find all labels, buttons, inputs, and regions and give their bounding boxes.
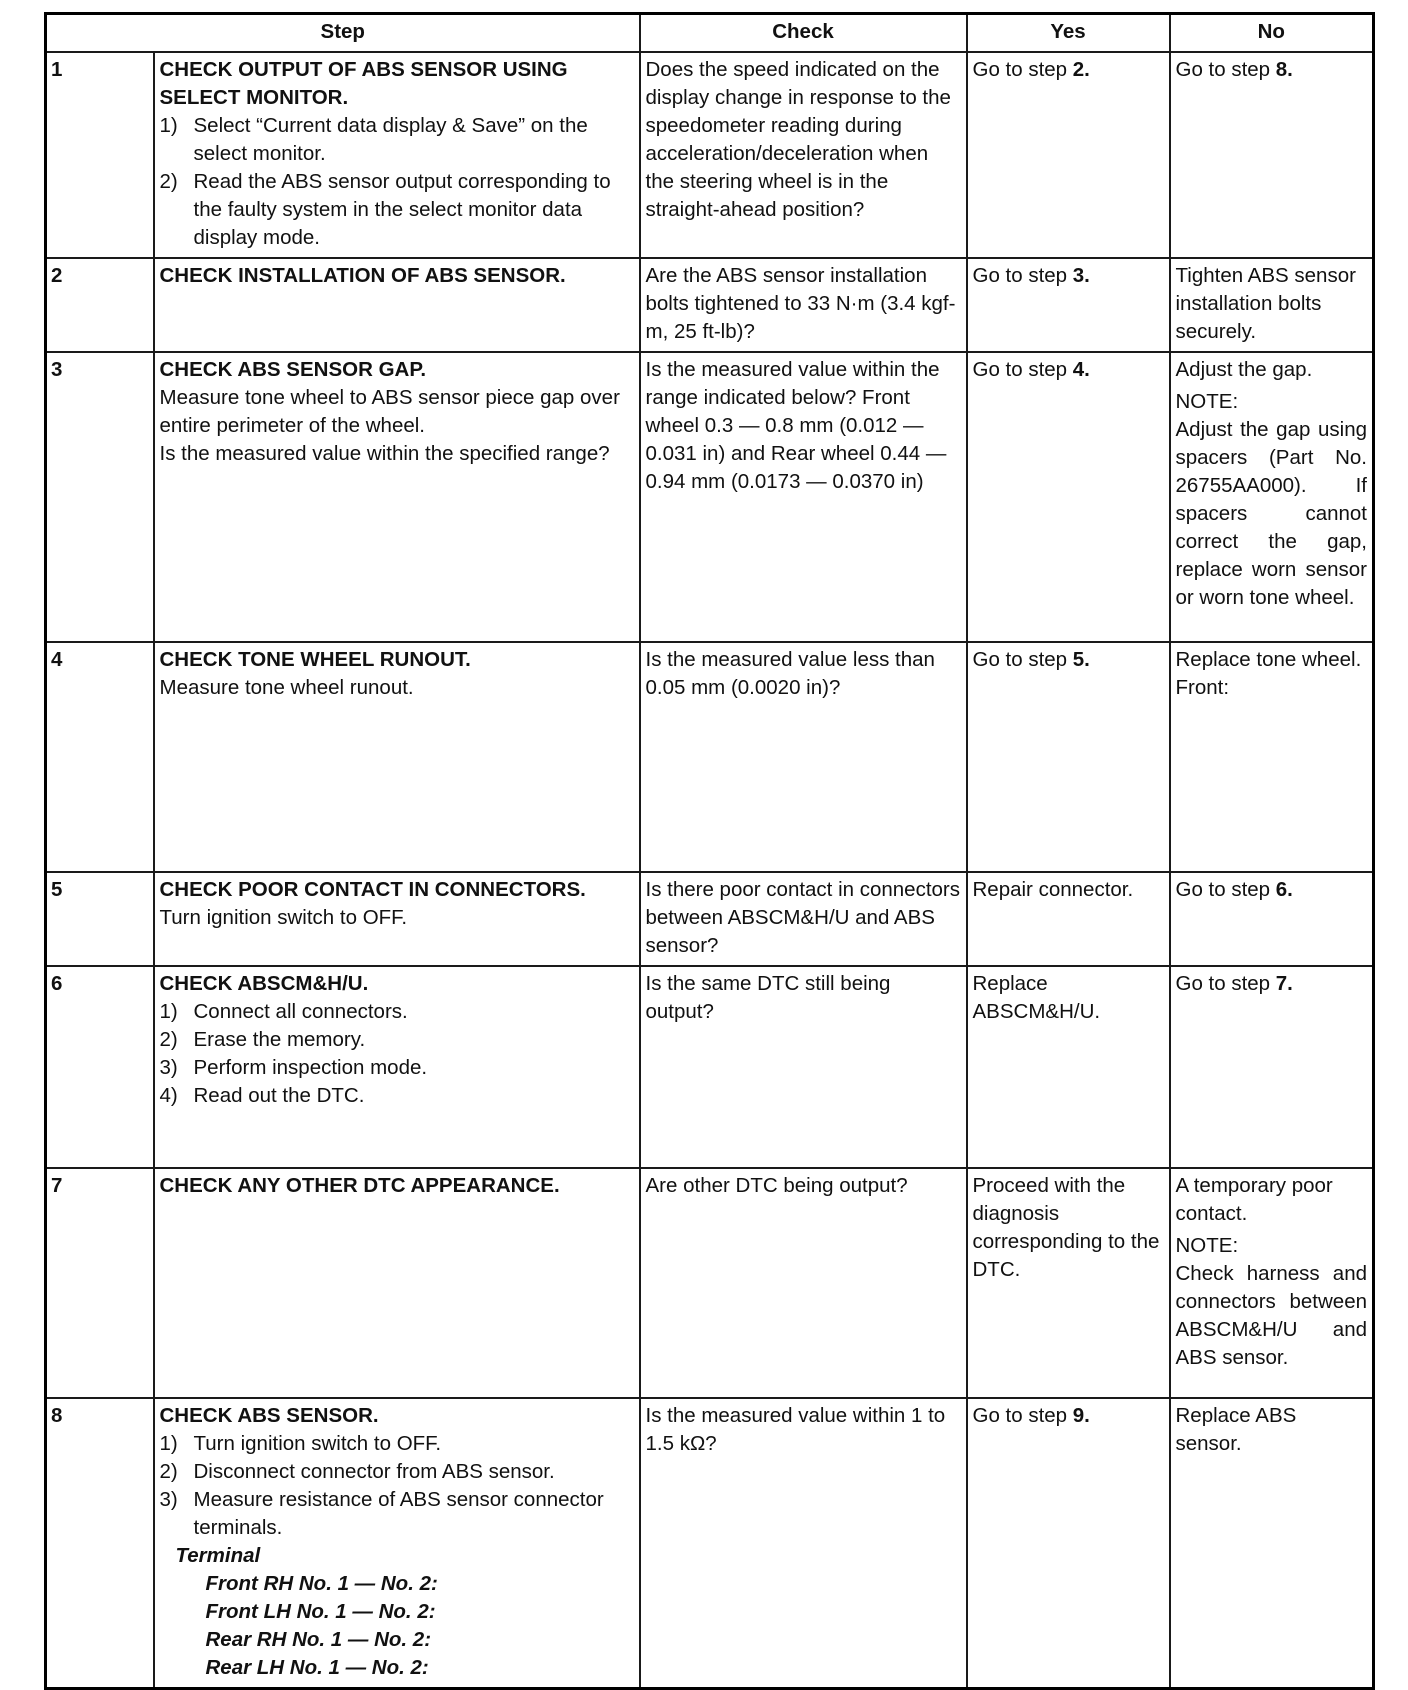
step-title: CHECK POOR CONTACT IN CONNECTORS. (159, 878, 586, 901)
yes-cell: Go to step 9. (967, 1398, 1170, 1689)
check-cell: Is there poor contact in connectors between ABSCM&H/U and ABS sensor? (640, 872, 967, 966)
table-row (46, 352, 1374, 642)
step-list (160, 112, 634, 252)
step-number: 7 (46, 1168, 154, 1398)
no-cell: Go to step 6. (1170, 872, 1374, 966)
yes-cell: Repair connector. (967, 872, 1170, 966)
check-cell: Are other DTC being output? (640, 1168, 967, 1398)
step-number: 8 (46, 1398, 154, 1689)
step-number: 1 (46, 52, 154, 258)
no-cell: Replace ABS sensor. (1170, 1398, 1374, 1689)
check-cell: Does the speed indicated on the display change in response to the speedometer reading during acceleration/deceleration when the steering wheel is in the straight-ahead position? (640, 52, 967, 258)
list-item: 4) Read out the DTC. (159, 1084, 365, 1107)
step-title: CHECK ABSCM&H/U. (159, 972, 369, 995)
header-no: No (1170, 14, 1374, 53)
step-cell (154, 352, 640, 642)
step-cell (154, 52, 640, 258)
check-cell: Is the measured value within 1 to 1.5 kΩ? (640, 1398, 967, 1689)
step-number: 4 (46, 642, 154, 872)
no-cell (1170, 1168, 1374, 1398)
list-item: 1) Connect all connectors. (159, 1000, 408, 1023)
note-text: Check harness and connectors between ABSCM&H/U and ABS sensor. (1175, 1262, 1367, 1369)
terminal-item: Rear RH No. 1 — No. 2: (205, 1628, 432, 1651)
list-item: 1) Select “Current data display & Save” on the select monitor. (159, 114, 588, 165)
step-title: CHECK INSTALLATION OF ABS SENSOR. (159, 264, 566, 287)
step-title: CHECK ABS SENSOR GAP. (159, 358, 427, 381)
table-row (46, 52, 1374, 258)
diagnostic-table (44, 12, 1375, 1690)
yes-cell: Replace ABSCM&H/U. (967, 966, 1170, 1168)
step-cell (154, 1398, 640, 1689)
table-row (46, 872, 1374, 966)
step-cell (154, 966, 640, 1168)
terminal-item: Front LH No. 1 — No. 2: (205, 1600, 436, 1623)
table-row (46, 258, 1374, 352)
header-step: Step (46, 14, 640, 53)
step-cell (154, 258, 640, 352)
check-cell: Is the measured value within the range indicated below? Front wheel 0.3 — 0.8 mm (0.012 — 0.031 in) and Rear wheel 0.44 — 0.94 mm (0.0173 — 0.0370 in) (640, 352, 967, 642)
no-cell: Replace tone wheel. Front: (1170, 642, 1374, 872)
step-body-2: Is the measured value within the specified range? (159, 442, 610, 465)
header-yes: Yes (967, 14, 1170, 53)
table-row (46, 966, 1374, 1168)
table-row (46, 1168, 1374, 1398)
no-cell: Go to step 7. (1170, 966, 1374, 1168)
note-text: Adjust the gap using spacers (Part No. 26755AA000). If spacers cannot correct the gap, replace worn sensor or worn tone wheel. (1175, 418, 1367, 609)
step-cell (154, 872, 640, 966)
terminal-item: Front RH No. 1 — No. 2: (205, 1572, 438, 1595)
list-item: 2) Read the ABS sensor output corresponding to the faulty system in the select monitor data display mode. (159, 170, 611, 249)
no-cell: Go to step 8. (1170, 52, 1374, 258)
terminal-list (160, 1542, 634, 1682)
list-item: 2) Erase the memory. (159, 1028, 366, 1051)
step-number: 3 (46, 352, 154, 642)
yes-cell: Go to step 3. (967, 258, 1170, 352)
list-item: 3) Measure resistance of ABS sensor connector terminals. (159, 1488, 604, 1539)
no-cell (1170, 352, 1374, 642)
no-text: A temporary poor contact. (1175, 1174, 1333, 1225)
terminal-item: Rear LH No. 1 — No. 2: (205, 1656, 429, 1679)
no-text: Adjust the gap. (1175, 358, 1313, 381)
step-list (160, 998, 634, 1110)
step-body: Measure tone wheel to ABS sensor piece gap over entire perimeter of the wheel. (159, 386, 620, 437)
note-label: NOTE: (1175, 390, 1239, 413)
no-cell: Tighten ABS sensor installation bolts securely. (1170, 258, 1374, 352)
step-body: Measure tone wheel runout. (159, 676, 414, 699)
table-row (46, 1398, 1374, 1689)
yes-cell: Go to step 2. (967, 52, 1170, 258)
step-list (160, 1430, 634, 1542)
step-title: CHECK ANY OTHER DTC APPEARANCE. (159, 1174, 560, 1197)
check-cell: Is the measured value less than 0.05 mm (0.0020 in)? (640, 642, 967, 872)
table-row (46, 642, 1374, 872)
step-body: Turn ignition switch to OFF. (159, 906, 408, 929)
step-title: CHECK ABS SENSOR. (159, 1404, 379, 1427)
step-title: CHECK TONE WHEEL RUNOUT. (159, 648, 471, 671)
step-title: CHECK OUTPUT OF ABS SENSOR USING SELECT MONITOR. (159, 58, 568, 109)
step-number: 5 (46, 872, 154, 966)
yes-cell: Proceed with the diagnosis corresponding to the DTC. (967, 1168, 1170, 1398)
header-check: Check (640, 14, 967, 53)
step-cell (154, 1168, 640, 1398)
terminal-label: Terminal (175, 1544, 261, 1567)
check-cell: Is the same DTC still being output? (640, 966, 967, 1168)
check-cell: Are the ABS sensor installation bolts tightened to 33 N·m (3.4 kgf-m, 25 ft-lb)? (640, 258, 967, 352)
yes-cell: Go to step 4. (967, 352, 1170, 642)
yes-cell: Go to step 5. (967, 642, 1170, 872)
step-cell (154, 642, 640, 872)
list-item: 2) Disconnect connector from ABS sensor. (159, 1460, 555, 1483)
step-number: 2 (46, 258, 154, 352)
list-item: 3) Perform inspection mode. (159, 1056, 428, 1079)
step-number: 6 (46, 966, 154, 1168)
list-item: 1) Turn ignition switch to OFF. (159, 1432, 442, 1455)
header-row (46, 14, 1374, 53)
note-label: NOTE: (1175, 1234, 1239, 1257)
